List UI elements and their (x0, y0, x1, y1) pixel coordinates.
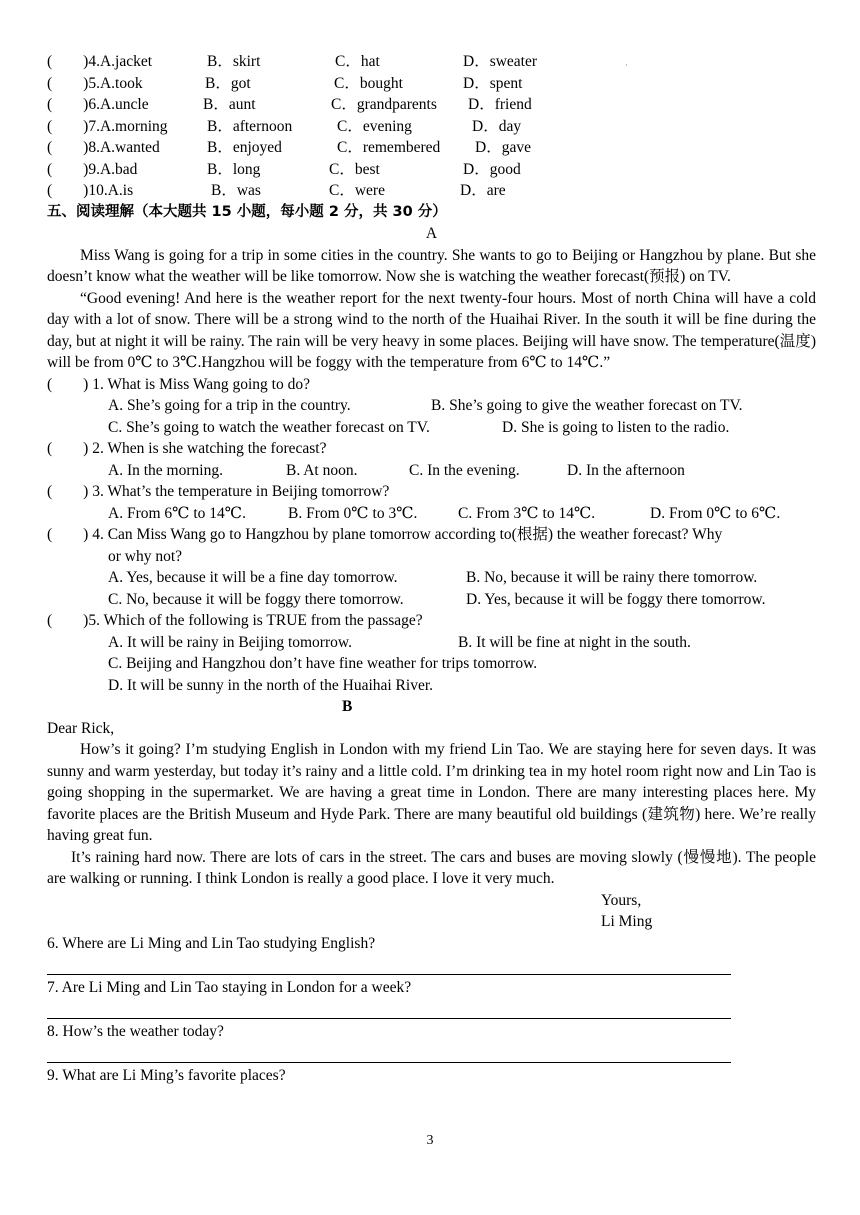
cloze-c: C．remembered (337, 139, 441, 156)
letter-closing: Yours, (601, 891, 642, 909)
option-b: B. She’s going to give the weather forecast on TV. (431, 397, 743, 414)
question-stem: ( ) 2. When is she watching the forecast? (47, 440, 327, 457)
cloze-a: ( )9.A.bad (47, 160, 138, 178)
cloze-b: B．got (205, 74, 251, 92)
option-row (47, 632, 816, 654)
page-number: 3 (426, 1133, 434, 1148)
cloze-a: ( )8.A.wanted (47, 139, 160, 156)
option-b: B. From 0℃ to 3℃. (288, 504, 418, 522)
option-row (47, 653, 816, 675)
cloze-d: D．day (472, 117, 522, 135)
option-row (47, 395, 816, 417)
question-7: 7. Are Li Ming and Lin Tao staying in London for a week? (47, 978, 412, 996)
answer-line[interactable] (47, 954, 731, 975)
passage-a-paragraph-1: Miss Wang is going for a trip in some cities in the country. She wants to go to Beijing or Hangzhou by plane. But she doesn’t know what the weather will be like tomorrow. Now she is watching the weather forecast(预报) on TV. (47, 246, 816, 285)
cloze-b: B．enjoyed (207, 139, 282, 156)
passage-a-label: A (425, 225, 438, 242)
option-row (47, 417, 816, 439)
cloze-b: B．skirt (207, 53, 261, 70)
question-2 (47, 438, 816, 481)
cloze-a: ( )4.A.jacket (47, 53, 153, 70)
option-a: A. She’s going for a trip in the country. (108, 397, 351, 414)
cloze-a: ( )10.A.is (47, 182, 134, 199)
question-6: 6. Where are Li Ming and Lin Tao studying English? (47, 934, 376, 952)
option-c: C. No, because it will be foggy there tomorrow. (108, 590, 404, 608)
letter-signature: Li Ming (601, 913, 653, 930)
cloze-d: D．friend (468, 96, 532, 113)
passage-b-label: B (342, 698, 353, 715)
cloze-a: ( )7.A.morning (47, 117, 168, 135)
option-d: D. It will be sunny in the north of the Huaihai River. (108, 676, 434, 694)
cloze-b: B．afternoon (207, 117, 293, 135)
cloze-c: C．were (329, 182, 385, 199)
question-5 (47, 610, 816, 696)
option-a: A. In the morning. (108, 461, 223, 479)
option-a: A. Yes, because it will be a fine day tomorrow. (108, 569, 398, 586)
cloze-row (47, 137, 816, 159)
cloze-d: D．sweater (463, 53, 538, 70)
cloze-row (47, 116, 816, 138)
cloze-row (47, 94, 816, 116)
section-title: 五、阅读理解（本大题共 15 小题，每小题 2 分，共 30 分） (47, 203, 447, 220)
option-row (47, 460, 816, 482)
question-stem: ( ) 4. Can Miss Wang go to Hangzhou by plane tomorrow according to(根据) the weather forecast? Why (47, 526, 723, 543)
cloze-c: C．hat (335, 53, 380, 70)
cloze-a: ( )5.A.took (47, 74, 143, 92)
cloze-c: C．evening (337, 117, 412, 135)
option-row (47, 589, 816, 611)
option-c: C. From 3℃ to 14℃. (458, 504, 596, 522)
cloze-row (47, 51, 816, 73)
question-9: 9. What are Li Ming’s favorite places? (47, 1066, 286, 1084)
cloze-d: D．are (460, 182, 506, 199)
option-row (47, 567, 816, 589)
question-3 (47, 481, 816, 524)
question-1 (47, 374, 816, 439)
question-8: 8. How’s the weather today? (47, 1022, 224, 1040)
cloze-a: ( )6.A.uncle (47, 96, 149, 113)
option-c: C. Beijing and Hangzhou don’t have fine weather for trips tomorrow. (108, 655, 538, 672)
cloze-c: C．bought (334, 74, 403, 92)
question-stem-continued (47, 546, 816, 568)
option-d: D. She is going to listen to the radio. (502, 418, 730, 436)
exam-page (47, 51, 816, 1086)
option-d: D. From 0℃ to 6℃. (650, 504, 781, 522)
cloze-row (47, 73, 816, 95)
option-b: B. At noon. (286, 461, 358, 479)
letter-greeting: Dear Rick, (47, 719, 115, 737)
cloze-c: C．best (329, 160, 380, 178)
cloze-d: D．spent (463, 74, 523, 92)
question-stem: ( )5. Which of the following is TRUE from the passage? (47, 612, 423, 629)
stray-mark: · (625, 61, 628, 70)
answer-line[interactable] (47, 1042, 731, 1063)
cloze-options (47, 51, 816, 202)
letter-paragraph-1: How’s it going? I’m studying English in London with my friend Lin Tao. We are staying here for seven days. It was sunny and warm yesterday, but today it’s rainy and a little cold. I’m drinking tea in my hotel room right now and Lin Tao is going shopping in the supermarket. We are having a great time in London. There are many interesting places here. My favorite places are the British Museum and Hyde Park. There are many beautiful old buildings (建筑物) here. We’re really having great fun. (47, 741, 816, 844)
option-row (47, 503, 816, 525)
question-4 (47, 524, 816, 610)
cloze-row (47, 159, 816, 181)
cloze-b: B．aunt (203, 96, 256, 113)
letter-paragraph-2: It’s raining hard now. There are lots of cars in the street. The cars and buses are moving slowly (慢慢地). The people are walking or running. I think London is really a good place. I love it very much. (47, 848, 816, 887)
option-d: D. In the afternoon (567, 461, 685, 479)
answer-line[interactable] (47, 998, 731, 1019)
option-c: C. In the evening. (409, 461, 520, 479)
question-stem: ( ) 3. What’s the temperature in Beijing tomorrow? (47, 483, 390, 500)
cloze-b: B．long (207, 160, 261, 178)
passage-a-paragraph-2: “Good evening! And here is the weather report for the next twenty-four hours. Most of north China will have a cold day with a lot of snow. There will be a strong wind to the north of the Huaihai River. In the south it will be fine during the day, but at night it will be rainy. The rain will be very heavy in some places. Beijing will have snow. The temperature(温度) will be from 0℃ to 3℃.Hangzhou will be foggy with the temperature from 6℃ to 14℃.” (47, 289, 816, 371)
cloze-b: B．was (211, 182, 261, 199)
option-c: C. She’s going to watch the weather forecast on TV. (108, 418, 430, 436)
question-stem: ( ) 1. What is Miss Wang going to do? (47, 375, 310, 393)
option-b: B. It will be fine at night in the south. (458, 633, 691, 651)
option-d: D. Yes, because it will be foggy there tomorrow. (466, 590, 766, 608)
cloze-row (47, 180, 816, 202)
option-b: B. No, because it will be rainy there tomorrow. (466, 569, 758, 586)
cloze-c: C．grandparents (331, 96, 437, 113)
option-row (47, 675, 816, 697)
option-a: A. From 6℃ to 14℃. (108, 504, 247, 522)
cloze-d: D．good (463, 160, 521, 178)
question-stem-line-2: or why not? (108, 547, 183, 565)
cloze-d: D．gave (475, 139, 531, 156)
option-a: A. It will be rainy in Beijing tomorrow. (108, 633, 352, 651)
